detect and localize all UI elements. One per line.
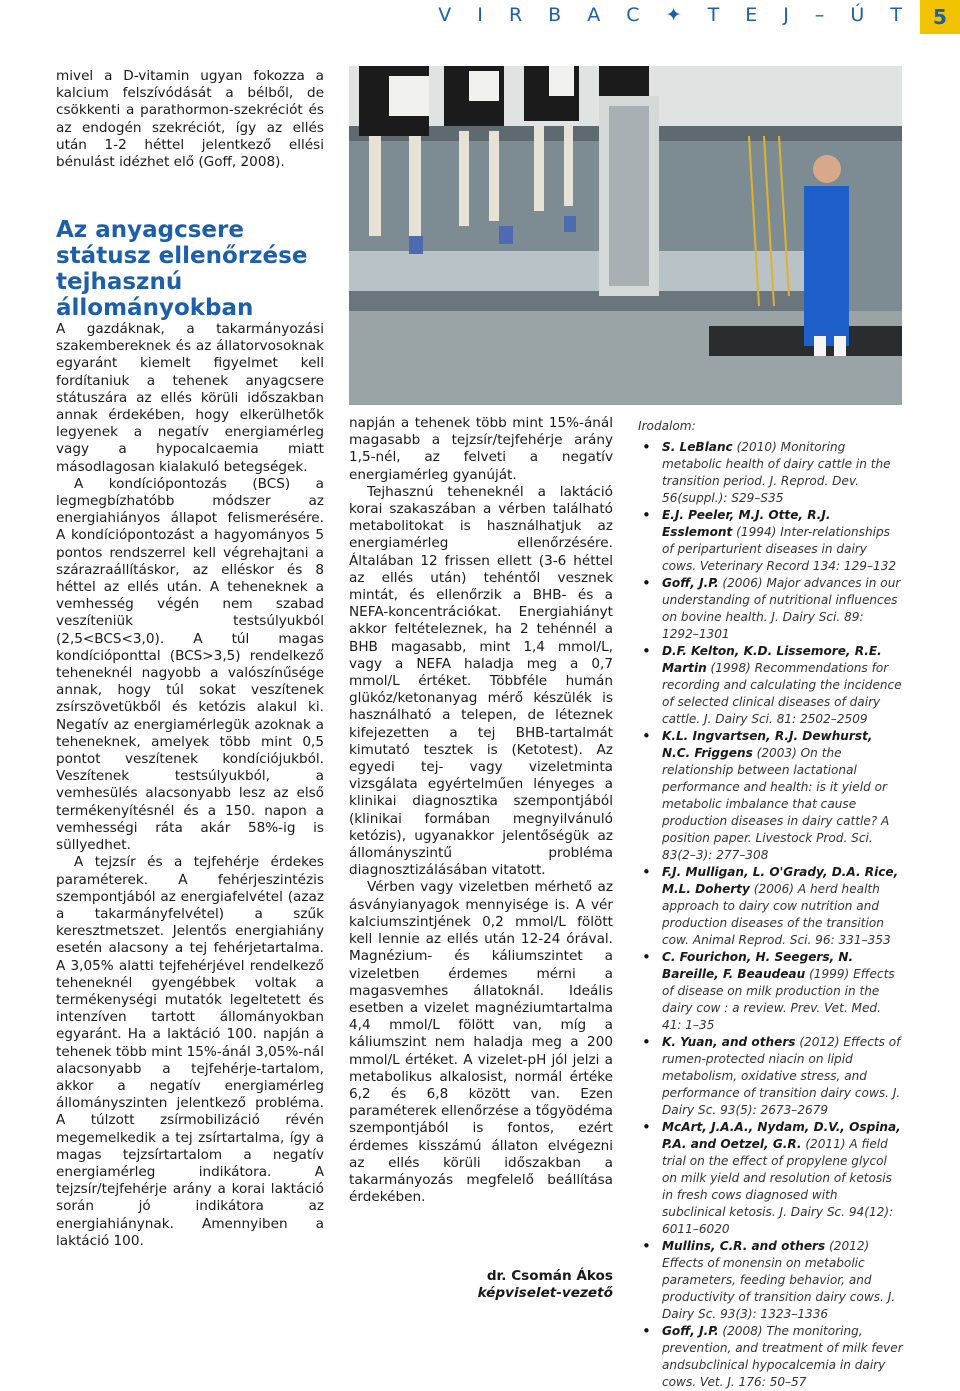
paragraph: A gazdáknak, a takarmányozási szakembereknek és az állatorvosoknak egyaránt kiemelt figyelmet kell fordítaniuk a tehenek anyagcsere státuszára az ellés körüli időszakban annak érdekében, hogy elkerülhetők legyenek a negatív energiamérleg vagy a hypocalcaemia miatt másodlagosan kialakuló betegségek.: [56, 321, 324, 475]
reference-authors: McArt, J.A.A., Nydam, D.V., Ospina, P.A. and Oetzel, G.R.: [662, 1120, 901, 1151]
column-1-body: [56, 321, 324, 1250]
column-1: [56, 68, 324, 171]
page-number: 5: [920, 0, 960, 34]
references-heading: Irodalom:: [638, 419, 696, 433]
reference-text: (2003) On the relationship between lactational performance and health: is it yield or metabolic imbalance that cause production diseases in dairy cattle? A position paper. Livestock Prod. Sci. 83(2–3): 277–308: [662, 746, 890, 862]
reference-text: (1998) Recommendations for recording and calculating the incidence of selected clinical diseases of dairy cattle. J. Dairy Sci. 81: 2502–2509: [662, 661, 902, 726]
reference-item: [638, 1323, 904, 1391]
reference-authors: Mullins, C.R. and others: [662, 1239, 826, 1253]
paragraph: Tejhasznú teheneknél a laktáció korai szakaszában a vérben található metabolitokat is használhatjuk az energiamérleg ellenőrzésére. Általában 12 frissen ellett (3-6 héttel az ellés után) tehéntől vesznek mintát, és ellenőrzik a BHB- és a NEFA-koncentrációkat. Energiahiányt akkor feltételeznek, ha 2 tehénnél a BHB magasabb, mint 1,4 mmol/L, vagy a NEFA haladja meg a 0,7 mmol/L értéket. Többféle humán glükóz/ketonanyag mérő készülék is használható a telepen, de léteznek kifejezetten a tej BHB-tartalmát kimutató tesztek is (Ketotest). Az egyedi tej- vagy vizeletminta vizsgálata egyértelműen lényeges a klinikai diagnosztika szempontjából (klinikai formában megnyilvánuló ketózis), ugyanakkor jelentőségük az állományszintű probléma diagnosztizálásában vitatott.: [349, 483, 613, 879]
author-role: képviselet-vezető: [477, 1285, 613, 1301]
paragraph: Vérben vagy vizeletben mérhető az ásványianyagok mennyisége is. A vér kalciumszintjének 0,2 mmol/L fölött kell lennie az ellés után 12-24 órával. Magnézium- és káliumszintet a vizeletben érdemes mérni a magasvemhes állatoknál. Ideális esetben a vizelet magnéziumtartalma 4,4 mmol/L fölött van, míg a káliumszint nem haladja meg a 200 mmol/L értéket. A vizelet-pH jól jelzi a metabolikus alkalosist, normál értéke 6,2 és 6,8 között van. Ezen paraméterek ellenőrzése a tőgyödéma szempontjából is fontos, ezért érdemes kisszámú állaton elvégezni az ellés körüli időszakban a takarmányozás megfelelő beállítása érdekében.: [349, 879, 613, 1206]
page-header: [0, 0, 960, 34]
reference-text: (1994) Inter-relationships of periparturient diseases in dairy cows. Veterinary Record 134: 129–132: [662, 525, 897, 573]
reference-item: [638, 1034, 904, 1119]
reference-text: (2010) Monitoring metabolic health of dairy cattle in the transition period. J. Reprod. Dev. 56(suppl.): S29–S35: [662, 440, 891, 505]
reference-authors: K.L. Ingvartsen, R.J. Dewhurst, N.C. Friggens: [662, 729, 873, 760]
milking-parlour-photo: [349, 66, 902, 405]
section-heading: Az anyagcsere státusz ellenőrzése tejhasznú állományokban: [56, 217, 308, 321]
author-name: dr. Csomán Ákos: [486, 1268, 613, 1284]
reference-item: [638, 575, 904, 643]
author-signature: [349, 1268, 613, 1302]
reference-authors: Goff, J.P.: [662, 1324, 719, 1338]
reference-authors: C. Fourichon, H. Seegers, N. Bareille, F. Beaudeau: [662, 950, 854, 981]
reference-text: (2012) Effects of monensin on metabolic parameters, feeding behavior, and productivity of transition dairy cows. J. Dairy Sc. 93(3): 1323–1336: [662, 1239, 896, 1321]
reference-text: (2006) A herd health approach to dairy cow nutrition and production diseases of the transition cow. Animal Reprod. Sci. 96: 331–353: [662, 882, 891, 947]
reference-text: (2011) A field trial on the effect of propylene glycol on milk yield and resolution of ketosis in fresh cows diagnosed with subclinical ketosis. J. Dairy Sc. 94(12): 6011–6020: [662, 1137, 894, 1236]
reference-authors: S. LeBlanc: [662, 440, 733, 454]
reference-item: [638, 949, 904, 1034]
reference-authors: K. Yuan, and others: [662, 1035, 796, 1049]
reference-item: [638, 864, 904, 949]
reference-item: [638, 1238, 904, 1323]
reference-authors: E.J. Peeler, M.J. Otte, R.J. Esslemont: [662, 508, 831, 539]
reference-authors: D.F. Kelton, K.D. Lissemore, R.E. Martin: [662, 644, 882, 675]
reference-item: [638, 439, 904, 507]
column-2: [349, 415, 613, 1206]
reference-item: [638, 1119, 904, 1238]
reference-item: [638, 507, 904, 575]
intro-paragraph: mivel a D-vitamin ugyan fokozza a kalcium felszívódását a bélből, de csökkenti a parathormon-szekréciót és az endogén szekréciót, így az ellés után 1-2 héttel jelentkező ellési bénulást idézhet elő (Goff, 2008).: [56, 68, 324, 171]
reference-authors: F.J. Mulligan, L. O'Grady, D.A. Rice, M.L. Doherty: [662, 865, 899, 896]
reference-list: [638, 439, 904, 1391]
paragraph: napján a tehenek több mint 15%-ánál magasabb a tejzsír/tejfehérje arány 1,5-nél, az felveti a negatív energiamérleg gyanúját.: [349, 415, 613, 483]
magazine-title: V I R B A C ✦ T E J – Ú T: [438, 4, 912, 26]
reference-item: [638, 728, 904, 864]
references-column: [638, 418, 904, 1391]
paragraph: A tejzsír és a tejfehérje érdekes paraméterek. A fehérjeszintézis szempontjából az energiafelvétel (azaz a takarmányfelvétel) a szűk keresztmetszet. Jelentős energiahiány esetén alacsony a tej fehérjetartalma. A 3,05% alatti tejfehérjével rendelkező teheneknél gyengébbek voltak a termékenységi mutatók legeltetett és intenzíven tartott állományokban egyaránt. Ha a laktáció 100. napján a tehenek több mint 15%-ánál 3,05%-nál alacsonyabb a tejfehérje-tartalom, akkor a negatív energiamérleg állományszinten jelentkező probléma. A túlzott zsírmobilizáció révén megemelkedik a tej zsírtartalma, így a magas tejzsírtartalom a negatív energiamérleg indikátora. A tejzsír/tejfehérje arány a korai laktáció során jó indikátora az energiahiánynak. Amennyiben a laktáció 100.: [56, 854, 324, 1249]
reference-authors: Goff, J.P.: [662, 576, 719, 590]
reference-text: (2012) Effects of rumen-protected niacin on lipid metabolism, oxidative stress, and performance of transition dairy cows. J. Dairy Sc. 93(5): 2673–2679: [662, 1035, 901, 1117]
reference-item: [638, 643, 904, 728]
reference-text: (2008) The monitoring, prevention, and treatment of milk fever andsubclinical hypocalcemia in dairy cows. Vet. J. 176: 50–57: [662, 1324, 903, 1389]
reference-text: (2006) Major advances in our understanding of nutritional influences on bovine health. J. Dairy Sci. 89: 1292–1301: [662, 576, 901, 641]
reference-text: (1999) Effects of disease on milk production in the dairy cow : a review. Prev. Vet. Med. 41: 1–35: [662, 967, 895, 1032]
paragraph: A kondíciópontozás (BCS) a legmegbízhatóbb módszer az energiahiányos állapot felismerésére. A kondíciópontozást a hagyományos 5 pontos rendszerrel kell végrehajtani a szárazraállításkor, az elléskor és 8 héttel az ellés után. A teheneknek a vemhesség végén nem szabad veszíteniük testsúlyukból (2,5<BCS<3,0). A túl magas kondícióponttal (BCS>3,5) rendelkező teheneknél nagyobb a valószínűsége annak, hogy túl sokat veszítenek zsírszövetükből és ketózis alakul ki. Negatív az energiamérlegük azoknak a teheneknek, amelyek több mint 0,5 pontot veszítenek kondíciójukból. Veszítenek testsúlyukból, a vemhesülés alacsonyabb lesz az első termékenyítésnél és a 150. napon a vemhességi ráta akár 58%-ig is süllyedhet.: [56, 475, 324, 854]
